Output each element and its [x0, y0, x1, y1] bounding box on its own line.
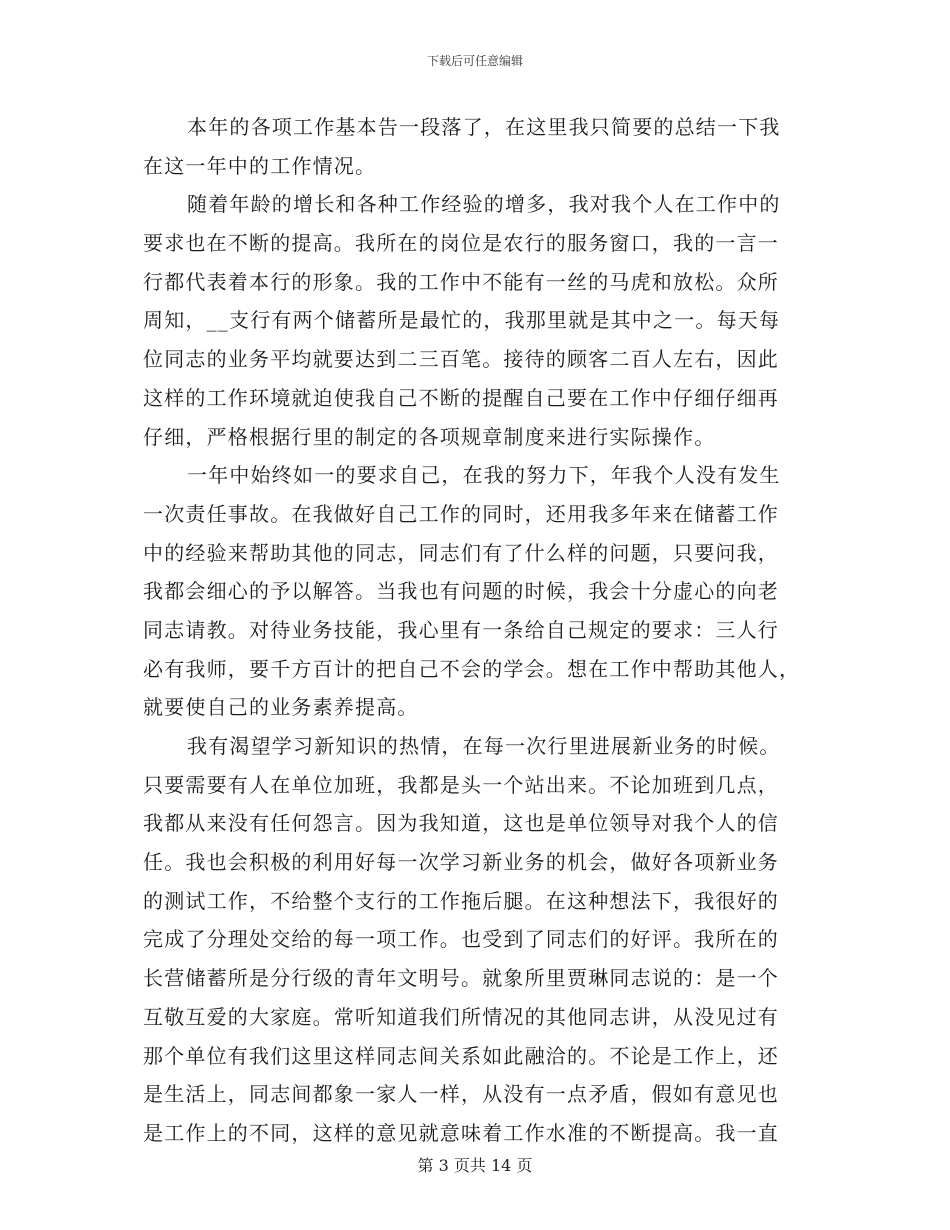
text-line: 仔细，严格根据行里的制定的各项规章制度来进行实际操作。 [143, 424, 716, 449]
text-line: 这样的工作环境就迫使我自己不断的提醒自己要在工作中仔细仔细再 [143, 385, 779, 410]
text-line: 是生活上，同志间都象一家人一样，从没有一点矛盾，假如有意见也 [143, 1082, 779, 1107]
text-line: 就要使自己的业务素养提高。 [143, 695, 419, 720]
text-line: 同志请教。对待业务技能，我心里有一条给自己规定的要求：三人行 [143, 617, 779, 642]
text-line: 的测试工作，不给整个支行的工作拖后腿。在这种想法下，我很好的 [143, 888, 779, 913]
text-line: 中的经验来帮助其他的同志，同志们有了什么样的问题，只要问我， [143, 540, 779, 565]
text-line: 本年的各项工作基本告一段落了，在这里我只简要的总结一下我 [187, 115, 781, 139]
text-line: 是工作上的不同，这样的意见就意味着工作水准的不断提高。我一直 [143, 1120, 779, 1145]
text-line: 位同志的业务平均就要达到二三百笔。接待的顾客二百人左右，因此 [143, 347, 779, 372]
text-line: 要求也在不断的提高。我所在的岗位是农行的服务窗口，我的一言一 [143, 231, 779, 256]
text-line: 必有我师，要千方百计的把自己不会的学会。想在工作中帮助其他人， [143, 656, 801, 681]
document-body [143, 108, 809, 1153]
text-line: 行都代表着本行的形象。我的工作中不能有一丝的马虎和放松。众所 [143, 269, 779, 294]
text-line: 在这一年中的工作情况。 [143, 153, 377, 178]
text-line: 互敬互爱的大家庭。常听知道我们所情况的其他同志讲，从没见过有 [143, 1004, 779, 1029]
page-header: 下载后可任意编辑 [426, 54, 523, 68]
page-number: 第 3 页共 14 页 [417, 1156, 533, 1175]
text-line: 完成了分理处交给的每一项工作。也受到了同志们的好评。我所在的 [143, 927, 779, 952]
text-line: 一次责任事故。在我做好自己工作的同时，还用我多年来在储蓄工作 [143, 501, 779, 526]
text-line: 一年中始终如一的要求自己，在我的努力下，年我个人没有发生 [187, 463, 781, 488]
text-line: 周知，__支行有两个储蓄所是最忙的，我那里就是其中之一。每天每 [143, 308, 781, 333]
text-line: 长营储蓄所是分行级的青年文明号。就象所里贾琳同志说的：是一个 [143, 966, 779, 991]
text-line: 任。我也会积极的利用好每一次学习新业务的机会，做好各项新业务 [143, 850, 779, 875]
text-line: 我有渴望学习新知识的热情，在每一次行里进展新业务的时候。 [187, 734, 781, 758]
text-line: 我都会细心的予以解答。当我也有问题的时候，我会十分虚心的向老 [143, 579, 779, 604]
text-line: 我都从来没有任何怨言。因为我知道，这也是单位领导对我个人的信 [143, 811, 779, 836]
text-line: 那个单位有我们这里这样同志间关系如此融洽的。不论是工作上，还 [143, 1043, 779, 1068]
text-line: 只要需要有人在单位加班，我都是头一个站出来。不论加班到几点， [143, 772, 779, 797]
text-line: 随着年龄的增长和各种工作经验的增多，我对我个人在工作中的 [187, 192, 781, 217]
